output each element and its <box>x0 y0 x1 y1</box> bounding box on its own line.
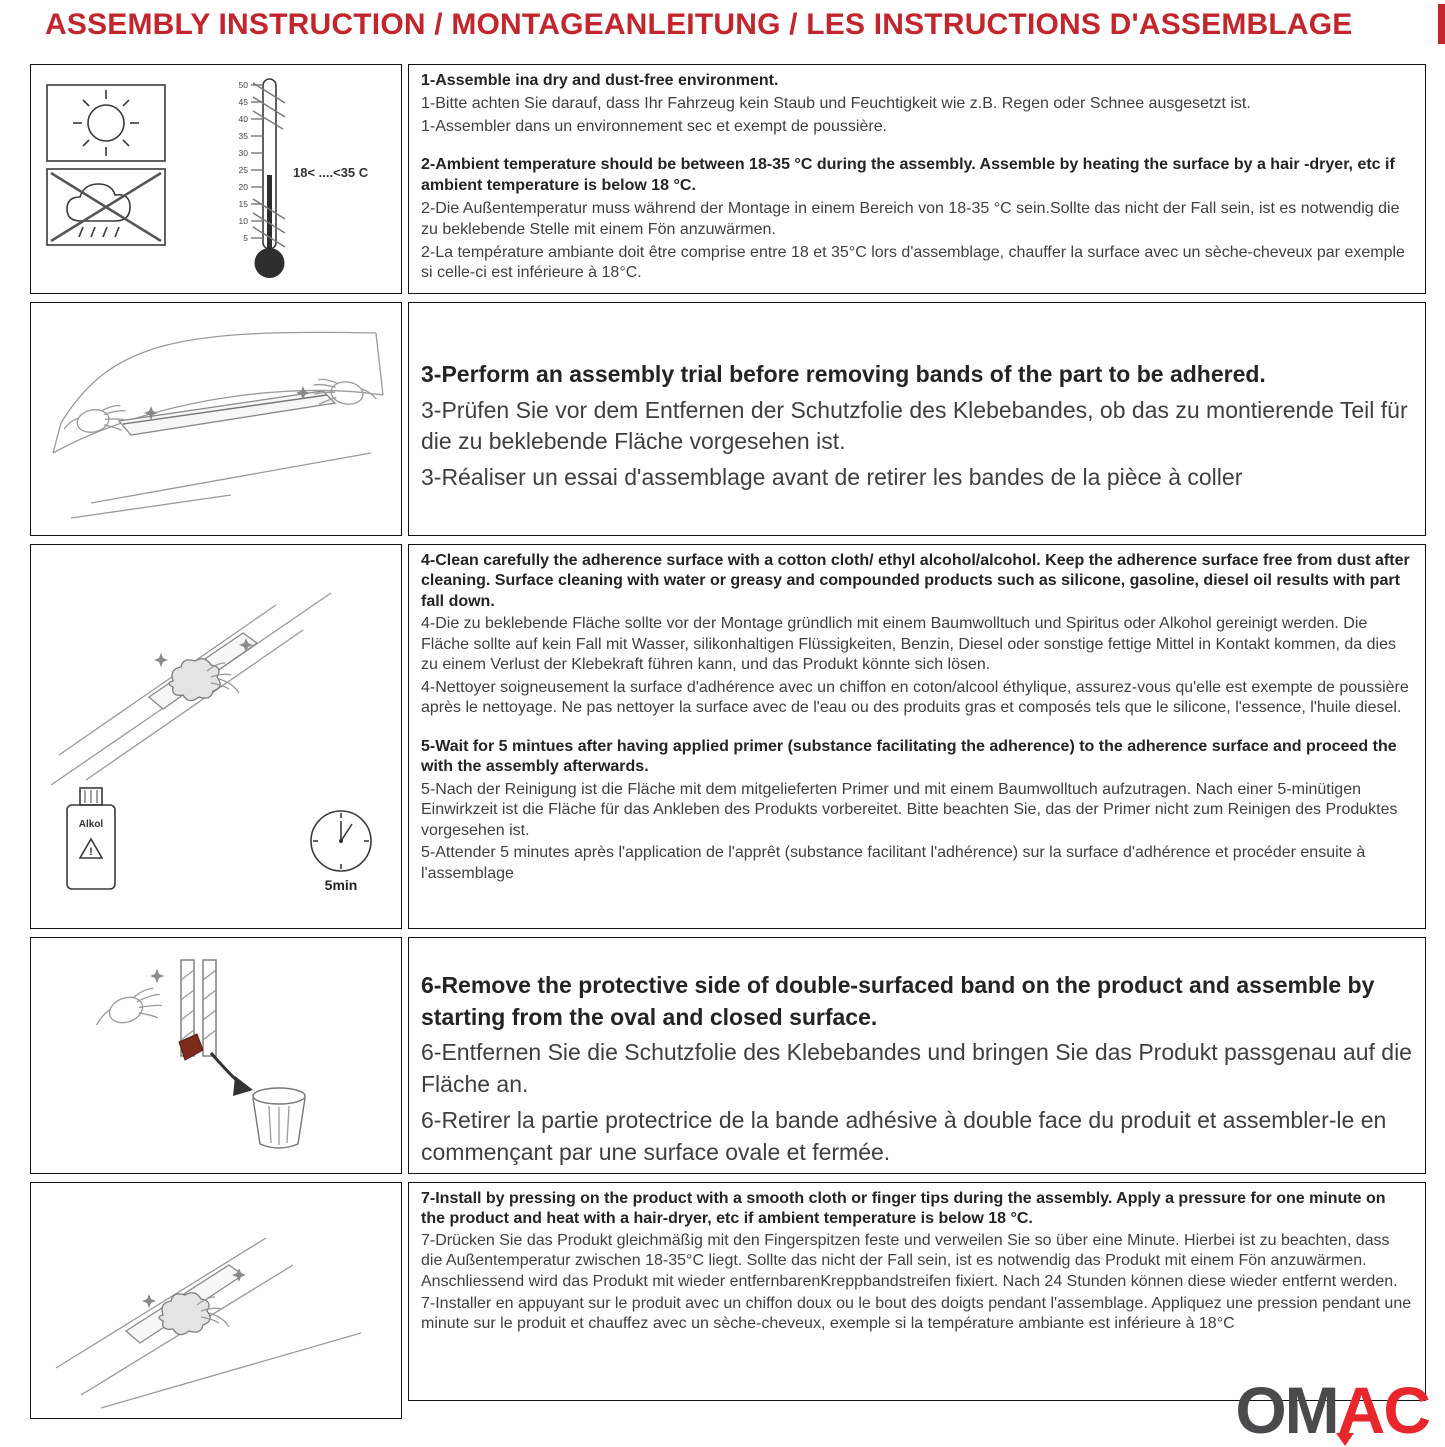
instruction-fr: 2-La température ambiante doit être comprise entre 18 et 35°C lors d'assemblage, chauffer la surface avec un sèche-cheveux par exemple si celle-ci est inférieure à 18°C. <box>421 243 1405 282</box>
cleaning-primer-sketch <box>31 545 401 928</box>
thermo-tick: 35 <box>238 131 248 141</box>
instruction-de: 3-Prüfen Sie vor dem Entfernen der Schutzfolie des Klebebandes, ob das zu montierende Teil für die zu beklebende Fläche vorgesehen ist. <box>421 396 1408 455</box>
no-rain-icon <box>47 169 165 245</box>
trash-bin-icon <box>253 1088 305 1148</box>
step-6-illustration <box>30 937 402 1174</box>
pressing-cloth-hand-icon <box>159 1293 229 1335</box>
step-row-1-2 <box>30 64 1426 294</box>
step-row-3 <box>30 302 1426 536</box>
thermo-tick: 5 <box>243 233 248 243</box>
alcohol-bottle-icon <box>67 788 115 889</box>
temperature-range-label: 18< ....<35 C <box>293 165 369 180</box>
instruction-en: 2-Ambient temperature should be between 18-35 °C during the assembly. Assemble by heating the surface by a hair -dryer, etc if ambient temperature is below 18 °C. <box>421 156 1395 195</box>
step-row-6 <box>30 937 1426 1174</box>
instruction-sheet <box>30 64 1426 1419</box>
thermo-tick: 45 <box>238 97 248 107</box>
thermo-tick: 15 <box>238 199 248 209</box>
hand-icon <box>91 986 167 1038</box>
thermo-tick: 10 <box>238 216 248 226</box>
thermo-tick: 30 <box>238 148 248 158</box>
sparkle-icon <box>150 969 164 983</box>
instruction-de: 2-Die Außentemperatur muss während der Montage in einem Bereich von 18-35 °C sein.Sollte das nicht der Fall sein, ist es notwendig die zu beklebende Stelle mit einem Fön anzuwärmen. <box>421 199 1400 238</box>
thermo-tick: 20 <box>238 182 248 192</box>
instruction-en: 1-Assemble ina dry and dust-free environment. <box>421 72 779 89</box>
arrow-head <box>233 1076 253 1096</box>
instruction-de: 1-Bitte achten Sie darauf, dass Ihr Fahrzeug kein Staub und Feuchtigkeit wie z.B. Regen oder Schnee ausgesetzt ist. <box>421 94 1251 112</box>
instruction-en: 6-Remove the protective side of double-surfaced band on the product and assemble by starting from the oval and closed surface. <box>421 972 1375 1030</box>
instruction-fr: 3-Réaliser un essai d'assemblage avant de retirer les bandes de la pièce à coller <box>421 464 1243 491</box>
sparkle-icon <box>154 653 168 667</box>
cleaning-cloth-hand-icon <box>169 659 239 701</box>
step-7-illustration <box>30 1182 402 1419</box>
step-1-2-text <box>408 64 1426 294</box>
thermometer-icon <box>239 79 369 278</box>
step-4-5-text <box>408 544 1426 929</box>
logo-triangle <box>1336 1433 1354 1446</box>
instruction-en: 7-Install by pressing on the product with a smooth cloth or finger tips during the assembly. Apply a pressure for one minute on the product and heat with a hair-dryer, etc if ambient temperature is below 18 °C. <box>421 1190 1386 1228</box>
instruction-de: 5-Nach der Reinigung ist die Fläche mit dem mitgelieferten Primer und mit einem Baumwolltuch aufzutragen. Nach einer 5-minütigen Einwirkzeit ist die Fläche für das Ankleben des Produkts vorbereitet. Bitte beachten Sie, das der Primer nicht zum Reinigen des Produktes vorgesehen ist. <box>421 780 1398 839</box>
peel-band-sketch <box>31 938 401 1173</box>
door-sill-trial-sketch <box>31 303 401 535</box>
bottle-label: Alkol <box>78 819 104 830</box>
instruction-en: 5-Wait for 5 mintues after having applied primer (substance facilitating the adherence) to the adherence surface and proceed the with the assembly afterwards. <box>421 737 1397 776</box>
hand-icon <box>61 403 129 442</box>
page-edge-accent <box>1438 4 1445 44</box>
thermo-tick: 25 <box>238 165 248 175</box>
instruction-fr: 4-Nettoyer soigneusement la surface d'adhérence avec un chiffon en coton/alcool éthylique, assurez-vous qu'elle est exempte de poussière après le nettoyage. Ne pas nettoyer la surface avec de l'eau ou des produits gras et composés tels que le silicone, l'essence, l'huile diesel. <box>421 678 1409 717</box>
logo-text-om: OM <box>1235 1373 1338 1447</box>
step-4-5-illustration <box>30 544 402 929</box>
instruction-fr: 1-Assembler dans un environnement sec et exempt de poussière. <box>421 117 888 135</box>
step-1-2-illustration <box>30 64 402 294</box>
instruction-en: 3-Perform an assembly trial before removing bands of the part to be adhered. <box>421 361 1266 387</box>
press-install-sketch <box>31 1183 401 1418</box>
step-row-7 <box>30 1182 1426 1419</box>
step-row-4-5 <box>30 544 1426 929</box>
omac-logo <box>1235 1373 1429 1447</box>
instruction-fr: 5-Attender 5 minutes après l'application de l'apprêt (substance facilitant l'adhérence) sur la surface d'adhérence et procéder ensuite à l'assemblage <box>421 844 1366 882</box>
step-3-illustration <box>30 302 402 536</box>
sun-icon <box>47 85 165 161</box>
instruction-de: 7-Drücken Sie das Produkt gleichmäßig mit den Fingerspitzen feste und verweilen Sie so über eine Minute. Hierbei ist zu beachten, dass die Außentemperatur zwischen 18-35°C liegt. Sollte das nicht der Fall sein, ist es notwendig das Produkt mit einem Fön anzuwärmen. Anschliessend wird das Produkt mit wieder entfernbarenKreppbandstreifen fixiert. Nach 24 Stunden können diese wieder entfernt werden. <box>421 1232 1398 1290</box>
instruction-en: 4-Clean carefully the adherence surface with a cotton cloth/ ethyl alcohol/alcohol. Keep the adherence surface free from dust after cleaning. Surface cleaning with water or greasy and compounded products such as silicone, gasoline, diesel oil results with part fall down. <box>421 552 1410 610</box>
thermo-tick: 40 <box>238 114 248 124</box>
instruction-de: 4-Die zu beklebende Fläche sollte vor der Montage gründlich mit einem Baumwolltuch und Spiritus oder Alkohol gereinigt werden. Die Fläche sollte auf kein Fall mit Wasser, silikonhaltigen Flüssigkeiten, Benzin, Diesel oder sonstige fettige Mittel in Kontakt kommen, da dies zu einem Verlust der Klebekraft führen kann, und das Produkt könnte sich lösen. <box>421 615 1396 674</box>
environment-temperature-sketch <box>31 65 401 293</box>
page-title: ASSEMBLY INSTRUCTION / MONTAGEANLEITUNG / LES INSTRUCTIONS D'ASSEMBLAGE <box>45 8 1353 41</box>
thermo-tick: 50 <box>238 80 248 90</box>
step-6-text <box>408 937 1426 1174</box>
step-7-text <box>408 1182 1426 1401</box>
clock-duration-label: 5min <box>324 877 358 893</box>
instruction-fr: 7-Installer en appuyant sur le produit avec un chiffon doux ou le bout des doigts pendant l'assemblage. Appliquez une pression pendant une minute sur le produit et chauffez avec un sèche-cheveux, exemple si la température ambiante est inférieure à 18°C <box>421 1294 1412 1332</box>
sparkle-icon <box>142 1294 156 1308</box>
clock-icon <box>311 811 371 893</box>
instruction-fr: 6-Retirer la partie protectrice de la bande adhésive à double face du produit et assembler-le en commençant par une surface ovale et fermée. <box>421 1106 1387 1165</box>
step-3-text <box>408 302 1426 536</box>
logo-text-ac: AC <box>1337 1373 1429 1447</box>
instruction-de: 6-Entfernen Sie die Schutzfolie des Klebebandes und bringen Sie das Produkt passgenau auf die Fläche an. <box>421 1039 1412 1098</box>
warning-exclamation: ! <box>89 846 93 858</box>
